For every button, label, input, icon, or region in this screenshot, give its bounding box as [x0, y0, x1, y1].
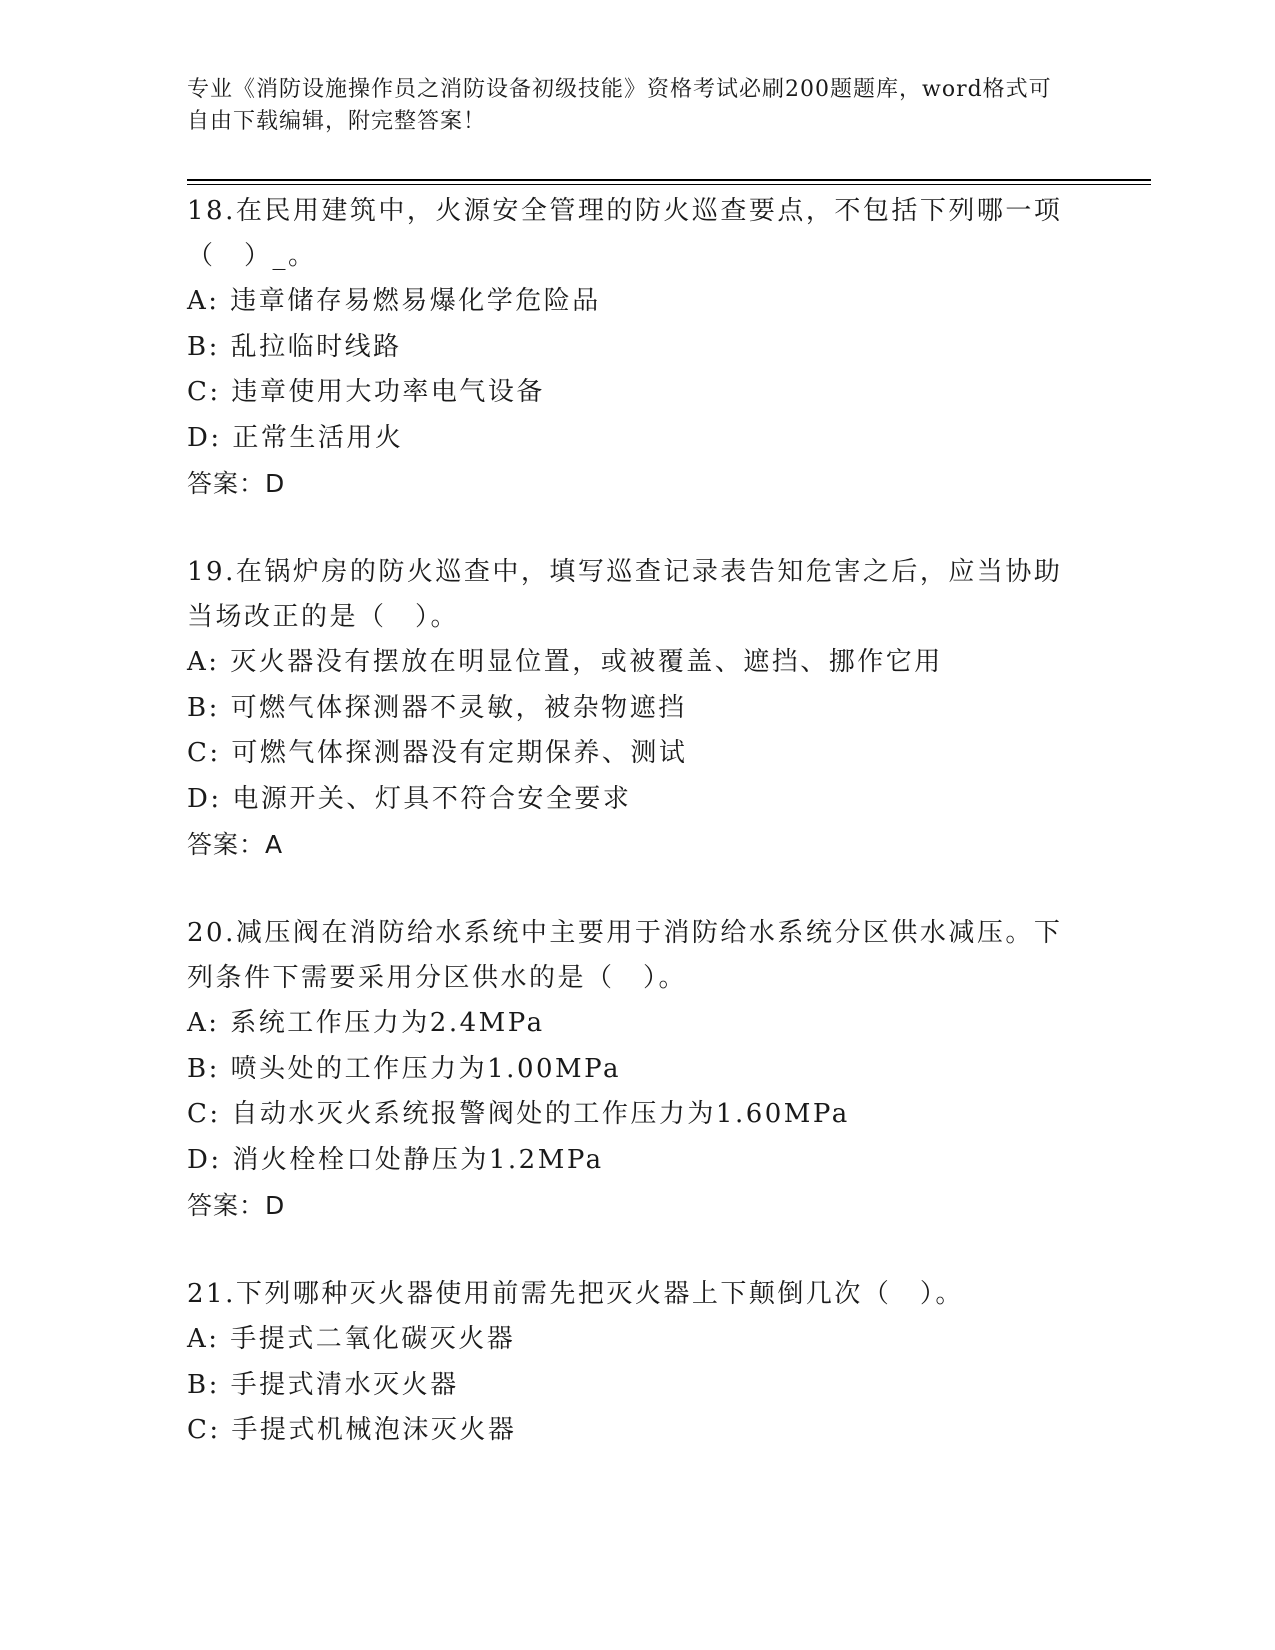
option-c: C: 可燃气体探测器没有定期保养、测试 [187, 738, 688, 768]
option-d: D: 正常生活用火 [187, 422, 404, 453]
option-d: D: 消火栓栓口处静压为1.2MPa [187, 1144, 604, 1175]
question-stem: 18.在民用建筑中，火源安全管理的防火巡查要点，不包括下列哪一项（ ）_。 [187, 196, 1063, 271]
option-b: B: 手提式清水灭火器 [187, 1369, 459, 1400]
answer-label: 答案：D [187, 469, 286, 498]
question-19 [187, 550, 1087, 867]
option-d: D: 电源开关、灯具不符合安全要求 [187, 783, 632, 814]
option-c: C: 手提式机械泡沫灭火器 [187, 1415, 517, 1445]
question-20 [187, 911, 1087, 1228]
header-divider-thick [187, 179, 1151, 181]
question-list [187, 189, 1087, 1498]
question-stem: 21.下列哪种灭火器使用前需先把灭火器上下颠倒几次（ ）。 [187, 1279, 964, 1309]
option-b: B: 乱拉临时线路 [187, 331, 402, 362]
question-21 [187, 1272, 1087, 1454]
option-b: B: 喷头处的工作压力为1.00MPa [187, 1053, 621, 1084]
option-c: C: 自动水灭火系统报警阀处的工作压力为1.60MPa [187, 1099, 850, 1129]
option-a: A: 手提式二氧化碳灭火器 [187, 1324, 516, 1354]
document-header: 专业《消防设施操作员之消防设备初级技能》资格考试必刷200题题库，word格式可自由下载编辑，附完整答案！ [187, 77, 1052, 134]
option-b: B: 可燃气体探测器不灵敏，被杂物遮挡 [187, 692, 687, 723]
question-stem: 20.减压阀在消防给水系统中主要用于消防给水系统分区供水减压。下列条件下需要采用分区供水的是（ ）。 [187, 918, 1063, 993]
answer-label: 答案：D [187, 1191, 286, 1220]
option-a: A: 灭火器没有摆放在明显位置，或被覆盖、遮挡、挪作它用 [187, 647, 943, 677]
option-a: A: 系统工作压力为2.4MPa [187, 1008, 545, 1038]
question-stem: 19.在锅炉房的防火巡查中，填写巡查记录表告知危害之后，应当协助当场改正的是（ ）。 [187, 557, 1063, 632]
answer-label: 答案：A [187, 830, 284, 859]
option-c: C: 违章使用大功率电气设备 [187, 377, 545, 407]
header-divider-thin [187, 184, 1151, 185]
option-a: A: 违章储存易燃易爆化学危险品 [187, 286, 601, 316]
question-18 [187, 189, 1087, 506]
